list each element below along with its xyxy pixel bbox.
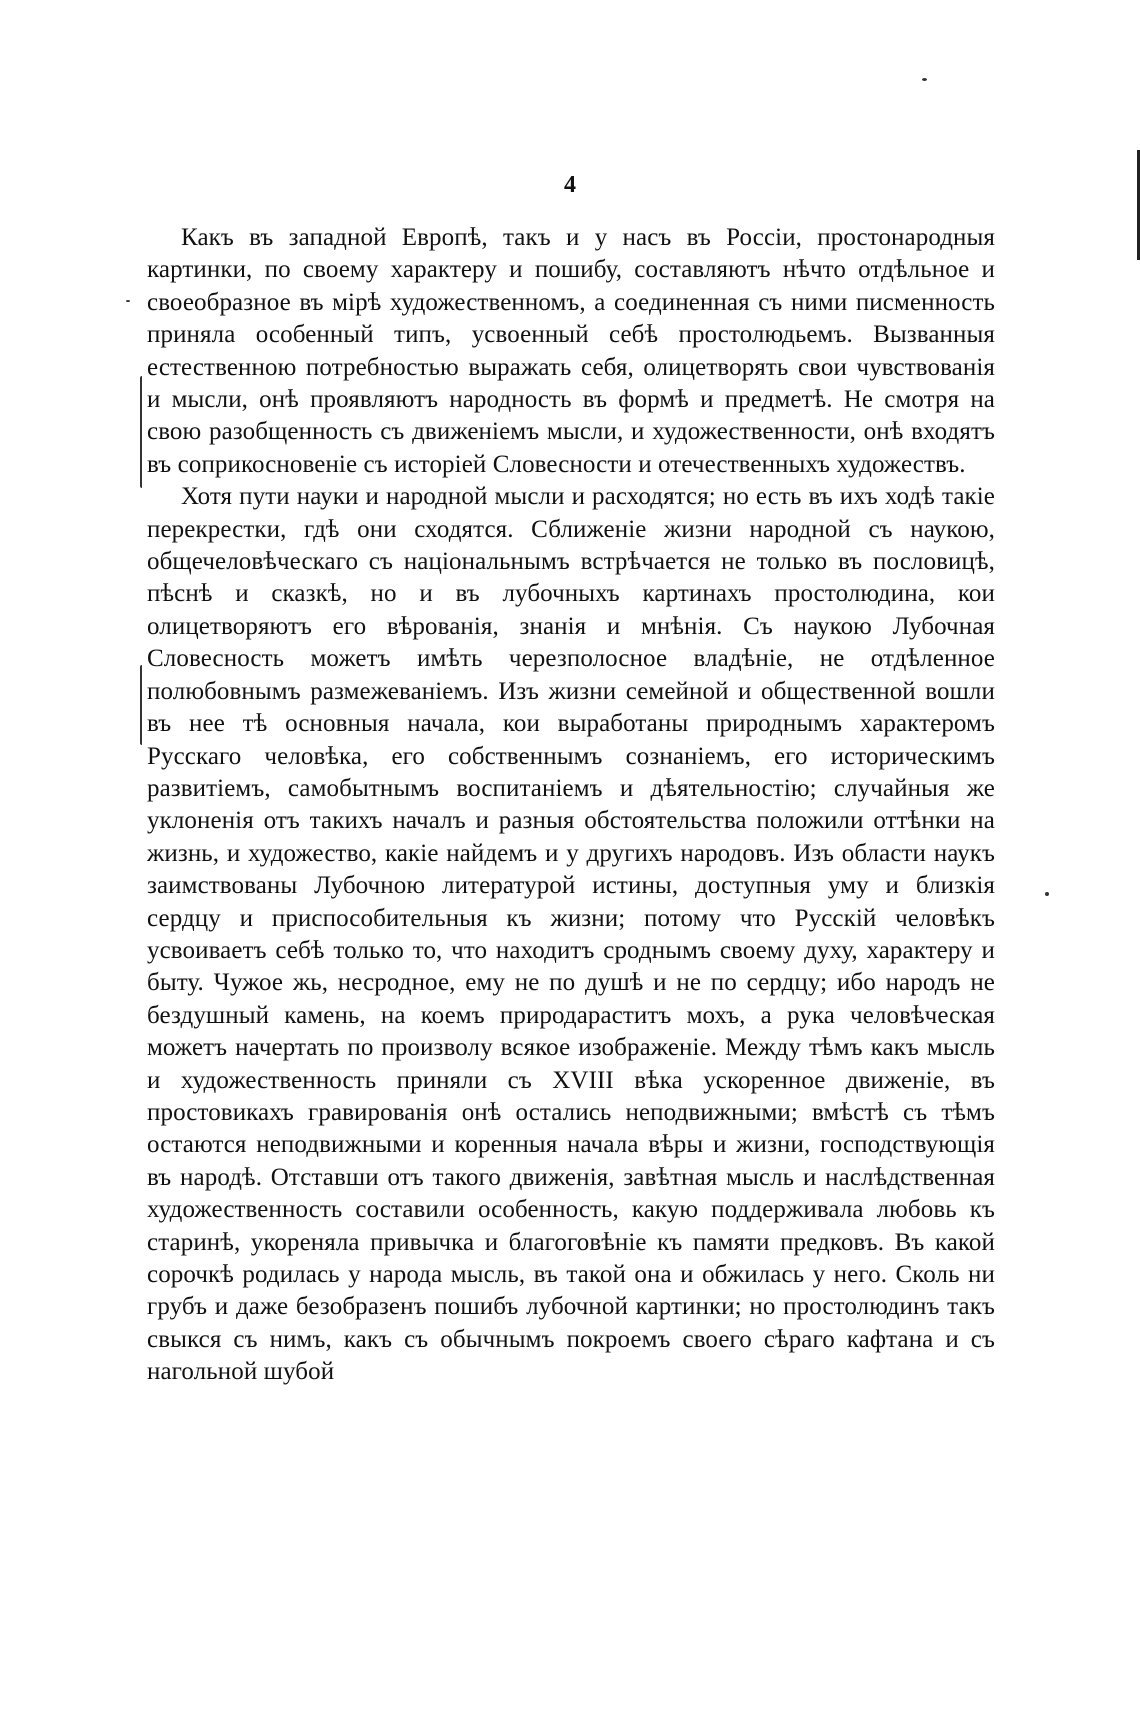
body-text (147, 222, 995, 1389)
margin-bracket-mark (140, 665, 142, 745)
scan-speck (922, 78, 927, 81)
page-number: 4 (564, 172, 576, 198)
scan-speck (1045, 892, 1049, 896)
margin-bracket-mark (140, 376, 142, 488)
paragraph-2: Хотя пути науки и народной мысли и расходятся; но есть въ ихъ ходѣ такіе перекрестки, гдѣ они сходятся. Сближеніе жизни народной съ наукою, общечеловѣческаго съ національнымъ встрѣчается не только въ пословицѣ, пѣснѣ и сказкѣ, но и въ лубочныхъ картинахъ простолюдина, кои олицетворяютъ его вѣрованія, знанія и мнѣнія. Съ наукою Лубочная Словесность можетъ имѣть черезполосное владѣніе, не отдѣленное полюбовнымъ размежеваніемъ. Изъ жизни семейной и общественной вошли въ нее тѣ основныя начала, кои выработаны природнымъ характеромъ Русскаго человѣка, его собственнымъ сознаніемъ, его историческимъ развитіемъ, самобытнымъ воспитаніемъ и дѣятельностію; случайныя же уклоненія отъ такихъ началъ и разныя обстоятельства положили оттѣнки на жизнь, и художество, какіе найдемъ и у другихъ народовъ. Изъ области наукъ заимствованы Лубочною литературой истины, доступныя уму и близкія сердцу и приспособительныя къ жизни; потому что Русскій человѣкъ усвоиваетъ себѣ только то, что находитъ сроднымъ своему духу, характеру и быту. Чужое жь, несродное, ему не по душѣ и не по сердцу; ибо народъ не бездушный камень, на коемъ природараститъ мохъ, а рука человѣческая можетъ начертать по произволу всякое изображеніе. Между тѣмъ какъ мысль и художественность приняли съ XVIII вѣка ускоренное движеніе, въ простовикахъ гравированія онѣ остались неподвижными; вмѣстѣ съ тѣмъ остаются неподвижными и коренныя начала вѣры и жизни, господствующія въ народѣ. Отставши отъ такого движенія, завѣтная мысль и наслѣдственная художественность составили особенность, какую поддерживала любовь къ старинѣ, укореняла привычка и благоговѣніе къ памяти предковъ. Въ какой сорочкѣ родилась у народа мысль, въ такой она и обжилась у него. Сколь ни грубъ и даже безобразенъ пошибъ лубочной картинки; но простолюдинъ такъ свыкся съ нимъ, какъ съ обычнымъ покроемъ своего сѣраго кафтана и съ нагольной шубой (147, 483, 995, 1386)
paragraph-1: Какъ въ западной Европѣ, такъ и у насъ въ Россіи, простонародныя картинки, по своему характеру и пошибу, составляютъ нѣчто отдѣльное и своеобразное въ мірѣ художественномъ, а соединенная съ ними писменность приняла особенный типъ, усвоенный себѣ простолюдьемъ. Вызванныя естественною потребностью выражать себя, олицетворять свои чувствованія и мысли, онѣ проявляютъ народность въ формѣ и предметѣ. Не смотря на свою разобщенность съ движеніемъ мысли, и художественности, онѣ входятъ въ соприкосновеніе съ исторіей Словесности и отечественныхъ художествъ. (147, 224, 995, 478)
scan-speck (126, 300, 130, 302)
